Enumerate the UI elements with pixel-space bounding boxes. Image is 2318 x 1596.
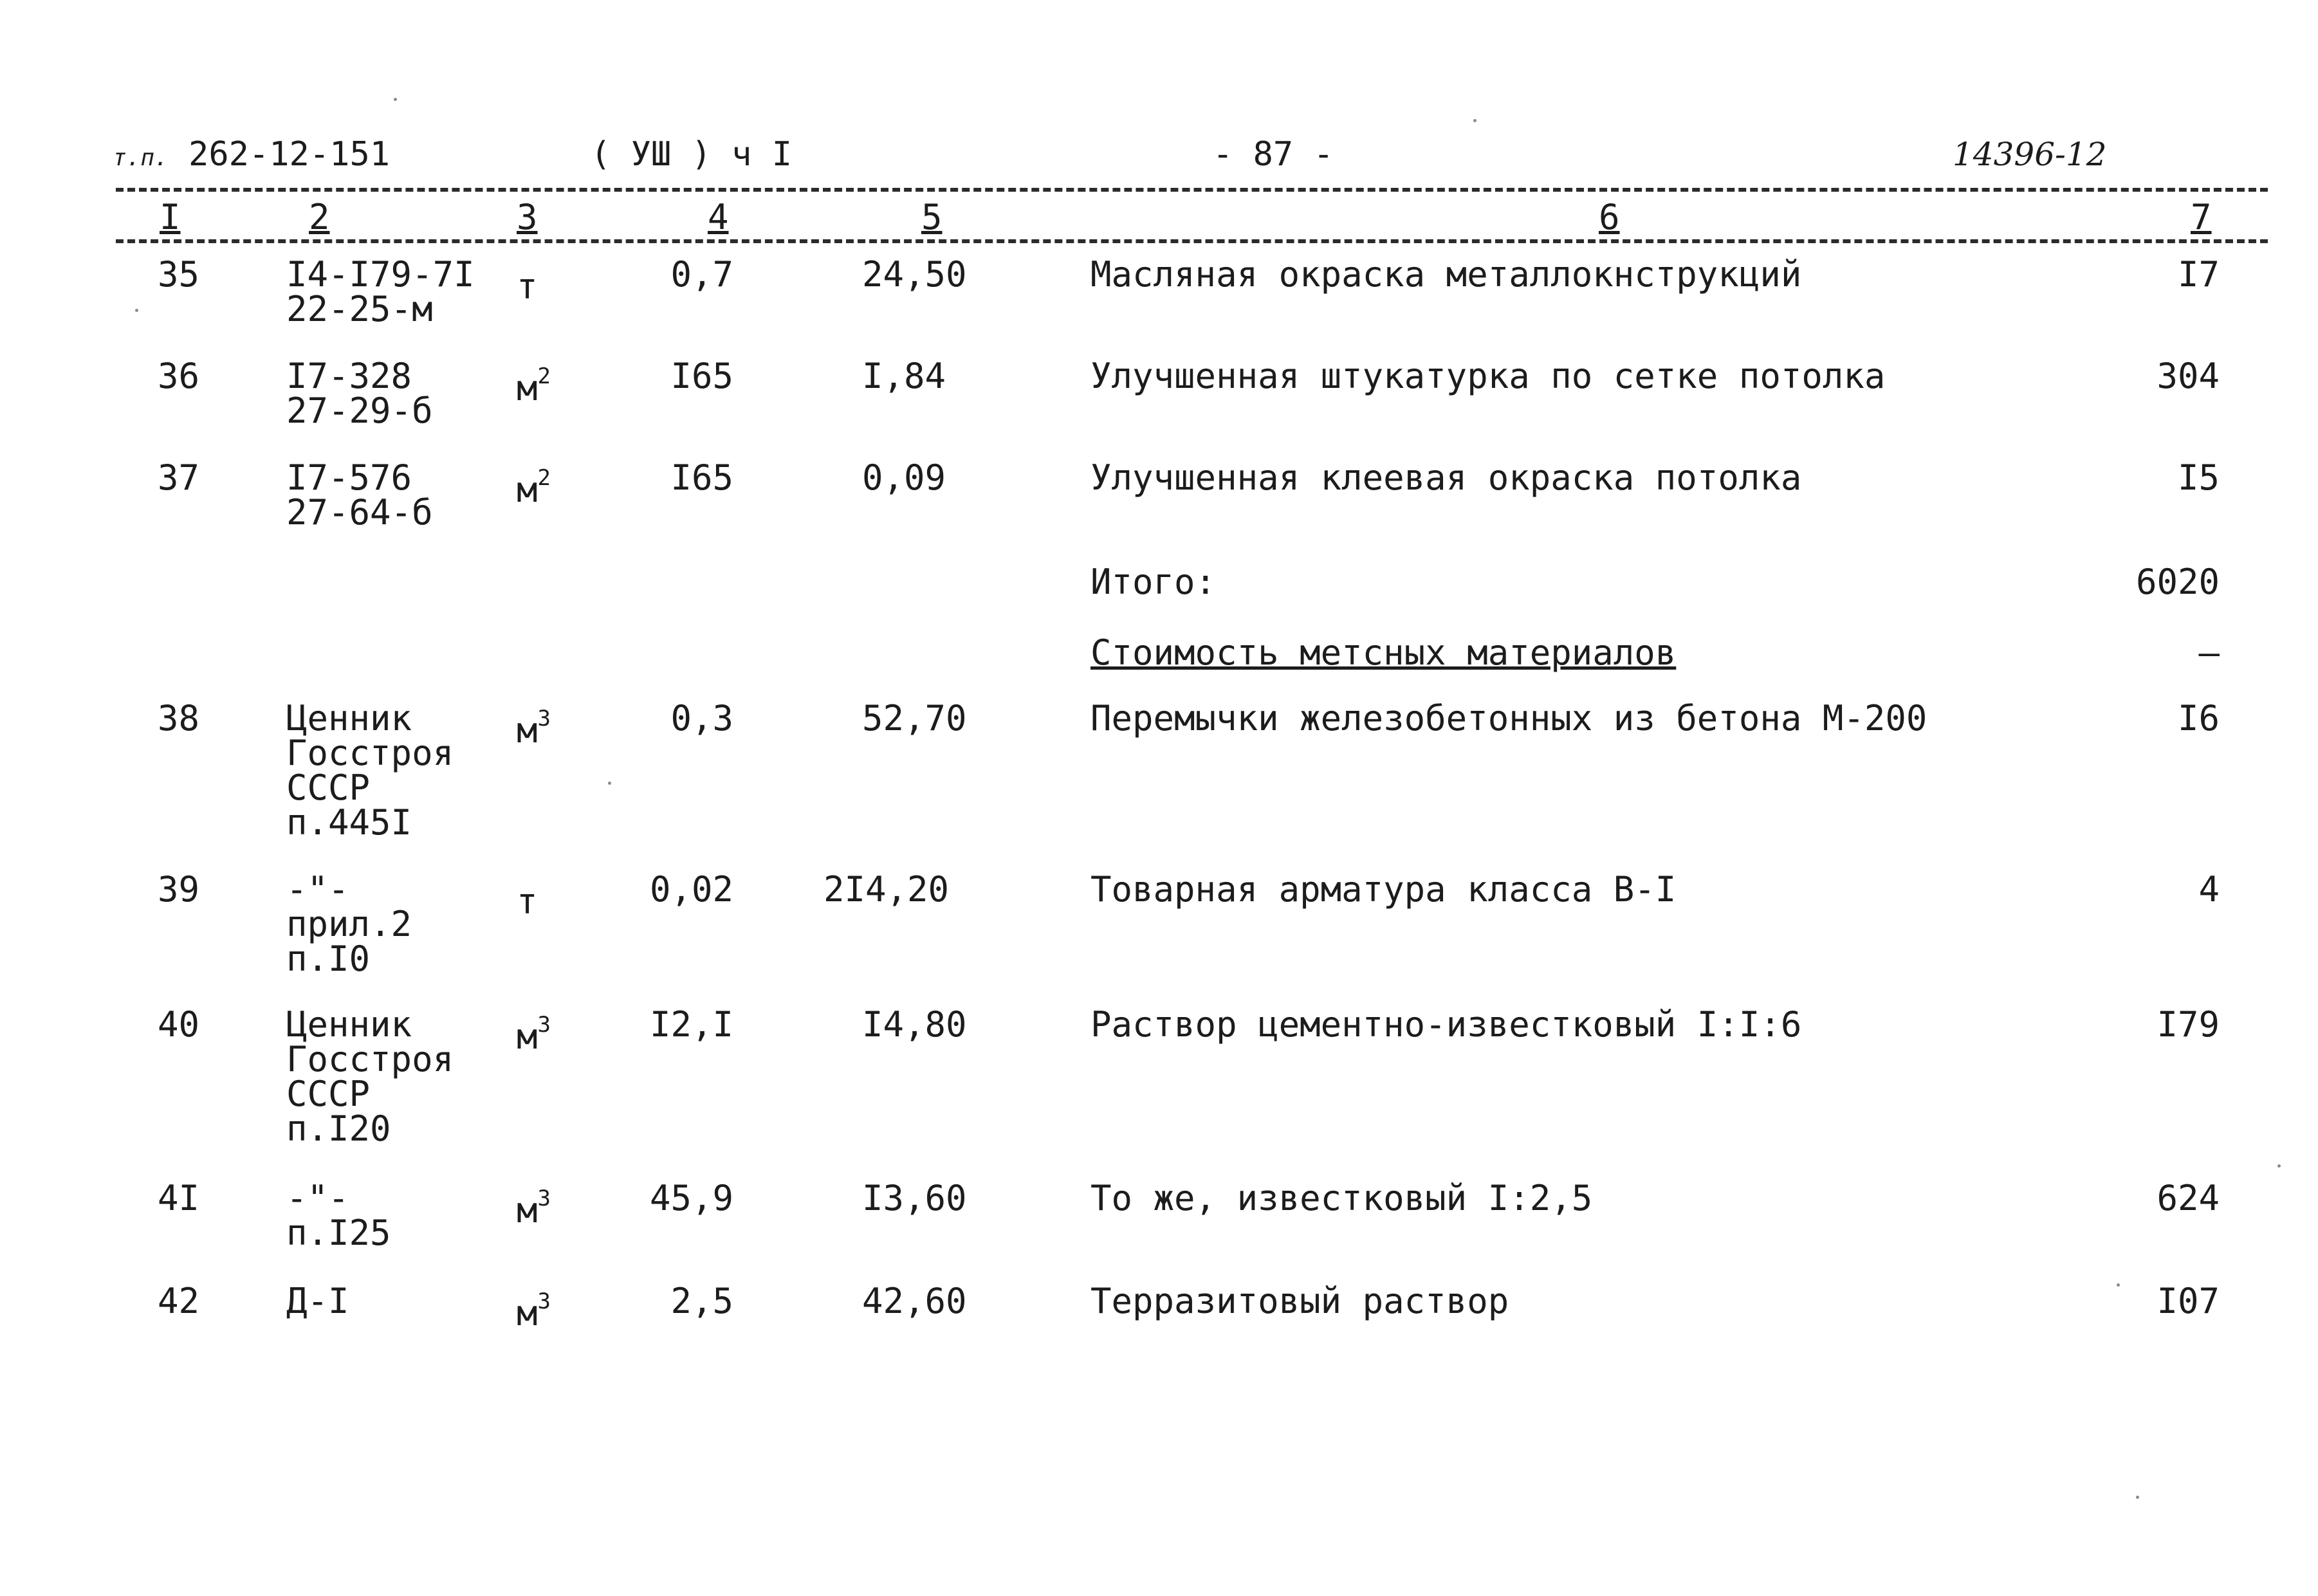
row-40-description: Раствор цементно-известковый I:I:6 [1090,1004,1802,1045]
column-number-5: 5 [921,197,943,237]
row-35-reference: I4-I79-7I 22-25-м [286,254,475,329]
row-35-unit-base: т [517,266,538,307]
section-heading-dash: – [2198,632,2220,673]
row-40-unit-base: м [517,1016,538,1057]
row-38-unit-base: м [517,710,538,751]
column-number-7: 7 [2191,197,2212,237]
row-42-description: Терразитовый раствор [1090,1281,1509,1321]
row-39-total: 4 [2198,869,2220,910]
section-heading: Стоимость метсных материалов [1090,632,1677,673]
column-number-1: I [160,197,181,237]
handwritten-number: 14396-12 [1953,136,2107,173]
scan-speck [2136,1496,2139,1499]
page-number: - 87 - [1213,135,1334,174]
section-label: ( УШ ) ч I [591,135,793,174]
row-39-quantity: 0,02 [650,869,734,910]
row-38-price: 52,70 [862,698,967,738]
row-39-description: Товарная арматура класса В-I [1090,869,1677,910]
row-41-unit-base: м [517,1190,538,1231]
row-38-reference: Ценник Госстроя СССР п.445I [286,698,454,843]
row-35-number: 35 [158,254,200,295]
row-42-unit-base: м [517,1293,538,1334]
row-38-quantity: 0,3 [670,698,733,738]
row-42-unit-exponent: 3 [537,1289,551,1314]
row-41-unit-exponent: 3 [537,1186,551,1211]
row-40-reference: Ценник Госстроя СССР п.I20 [286,1004,454,1149]
row-41-description: То же, известковый I:2,5 [1090,1178,1593,1218]
row-41-reference: -"- п.I25 [286,1178,391,1253]
row-35-description: Масляная окраска металлокнструкций [1090,254,1802,295]
row-36-unit-base: м [517,368,538,408]
row-42-quantity: 2,5 [670,1281,733,1321]
row-39-price: 2I4,20 [823,869,950,910]
row-36-unit [517,359,551,406]
scan-speck [135,309,138,312]
row-37-reference: I7-576 27-64-б [286,457,433,533]
column-number-3: 3 [517,197,538,237]
row-35-price: 24,50 [862,254,967,295]
row-36-description: Улучшенная штукатурка по сетке потолка [1090,356,1886,396]
row-37-quantity: I65 [670,457,733,498]
row-37-description: Улучшенная клеевая окраска потолка [1090,457,1802,498]
column-number-6: 6 [1599,197,1620,237]
row-37-total: I5 [2177,457,2220,498]
row-37-number: 37 [158,457,200,498]
row-42-price: 42,60 [862,1281,967,1321]
row-37-unit-exponent: 2 [537,465,551,491]
row-36-unit-exponent: 2 [537,363,551,389]
row-40-total: I79 [2157,1004,2220,1045]
row-40-number: 40 [158,1004,200,1045]
row-40-price: I4,80 [862,1004,967,1045]
row-42-reference: Д-I [286,1281,349,1321]
row-42-number: 42 [158,1281,200,1321]
scan-speck [394,98,397,101]
row-38-number: 38 [158,698,200,738]
row-41-total: 624 [2157,1178,2220,1218]
header-rule-bottom [116,239,2268,243]
scan-speck [608,782,611,785]
header-rule-top [116,188,2268,192]
row-37-price: 0,09 [862,457,946,498]
document-number: 262-12-151 [189,135,391,174]
scan-speck [2277,1164,2281,1168]
row-41-unit [517,1181,551,1231]
row-38-unit-exponent: 3 [537,706,551,731]
row-36-quantity: I65 [670,356,733,396]
row-38-description: Перемычки железобетонных из бетона М-200 [1090,698,1927,738]
row-36-reference: I7-328 27-29-б [286,356,433,431]
row-35-unit [517,257,538,307]
row-42-unit [517,1284,551,1334]
row-41-number: 4I [158,1178,200,1218]
subtotal-value: 6020 [2136,562,2220,602]
row-35-total: I7 [2177,254,2220,295]
row-39-number: 39 [158,869,200,910]
row-41-quantity: 45,9 [650,1178,734,1218]
row-40-quantity: I2,I [650,1004,734,1045]
row-39-reference: -"- прил.2 п.I0 [286,869,412,979]
row-39-unit-base: т [517,881,538,922]
row-42-total: I07 [2157,1281,2220,1321]
document-prefix: т.п. [113,145,169,171]
row-37-unit [517,461,551,508]
row-36-price: I,84 [862,356,946,396]
row-40-unit-exponent: 3 [537,1012,551,1038]
row-39-unit [517,872,538,922]
row-38-unit [517,701,551,751]
column-number-4: 4 [708,197,729,237]
row-36-total: 304 [2157,356,2220,396]
scan-speck [1473,119,1476,122]
column-number-2: 2 [309,197,330,237]
row-40-unit [517,1007,551,1057]
row-36-number: 36 [158,356,200,396]
subtotal-label: Итого: [1090,562,1217,602]
scan-speck [2117,1283,2120,1287]
row-38-total: I6 [2177,698,2220,738]
row-35-quantity: 0,7 [670,254,733,295]
row-37-unit-base: м [517,470,538,510]
row-41-price: I3,60 [862,1178,967,1218]
document-code [113,135,390,178]
